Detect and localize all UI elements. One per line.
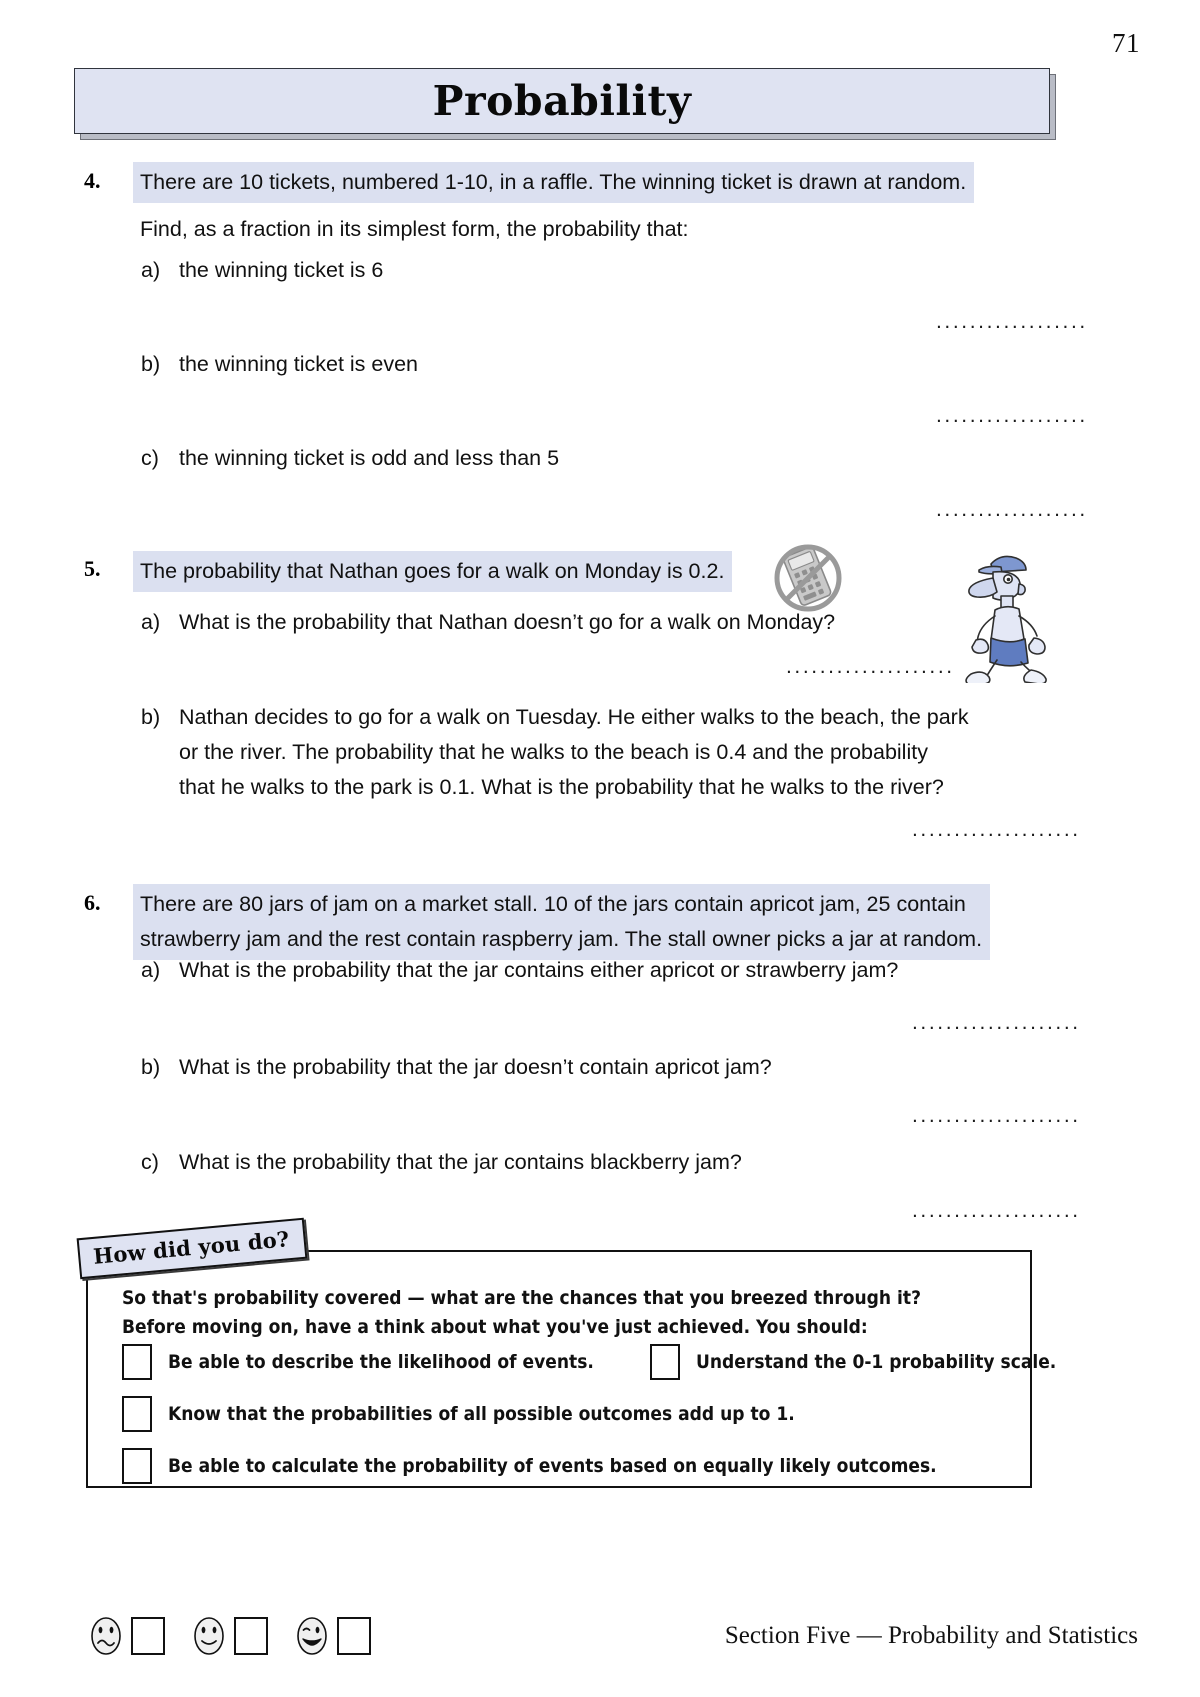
part-letter: b)	[141, 352, 161, 376]
checklist-row-3	[122, 1396, 795, 1432]
part-letter: c)	[141, 1150, 159, 1174]
rating-option-neutral	[191, 1616, 268, 1656]
part-letter: b)	[141, 1055, 161, 1079]
how-did-you-do-intro	[122, 1284, 921, 1341]
question-number-4: 4.	[84, 168, 101, 193]
part-text: What is the probability that the jar contains either apricot or strawberry jam?	[179, 958, 899, 982]
question-5-part-b	[141, 700, 969, 804]
answer-line-5b[interactable]: ....................	[912, 818, 1081, 841]
part-letter: a)	[141, 610, 161, 634]
part-text-line-2: or the river. The probability that he walks to the beach is 0.4 and the probability	[179, 739, 928, 764]
answer-line-4a[interactable]: ..................	[936, 310, 1088, 333]
answer-line-5a[interactable]: ....................	[786, 655, 955, 678]
answer-line-6a[interactable]: ....................	[912, 1011, 1081, 1034]
part-text-line-1: Nathan decides to go for a walk on Tuesday. He either walks to the beach, the park	[179, 705, 969, 729]
page-title: Probability	[432, 76, 692, 125]
question-6-intro-line-2: strawberry jam and the rest contain raspberry jam. The stall owner picks a jar at random.	[140, 926, 983, 951]
part-letter: c)	[141, 446, 159, 470]
question-number-6: 6.	[84, 890, 101, 915]
part-letter: b)	[141, 705, 161, 729]
how-did-you-do-intro-line-1: So that's probability covered — what are the chances that you breezed through it?	[122, 1287, 921, 1309]
how-did-you-do-intro-line-2: Before moving on, have a think about what you've just achieved. You should:	[122, 1315, 868, 1338]
rating-option-unsure	[88, 1616, 165, 1656]
question-4-intro: There are 10 tickets, numbered 1-10, in a raffle. The winning ticket is drawn at random.	[133, 162, 974, 203]
part-text-block	[179, 700, 969, 804]
answer-line-6c[interactable]: ....................	[912, 1199, 1081, 1222]
question-5-intro-wrap	[133, 551, 732, 592]
checklist-row-4	[122, 1448, 937, 1484]
how-did-you-do-tab: How did you do?	[77, 1218, 307, 1279]
question-6-part-b	[141, 1050, 772, 1085]
rating-checkbox-neutral[interactable]	[234, 1617, 268, 1655]
question-6-intro	[133, 884, 990, 960]
checkbox-item-1[interactable]	[122, 1344, 152, 1380]
checklist-row-2	[650, 1344, 1056, 1380]
part-letter: a)	[141, 958, 161, 982]
part-text-line-3: that he walks to the park is 0.1. What is the probability that he walks to the river?	[179, 774, 944, 799]
part-text: the winning ticket is odd and less than 5	[179, 446, 560, 470]
part-text: the winning ticket is 6	[179, 258, 384, 282]
part-letter: a)	[141, 258, 161, 282]
question-6-intro-wrap	[133, 884, 990, 960]
question-4-part-c	[141, 441, 559, 476]
part-text: What is the probability that Nathan doesn’t go for a walk on Monday?	[179, 610, 836, 634]
question-number-5: 5.	[84, 556, 101, 581]
question-4-part-b	[141, 347, 418, 382]
question-4-intro-wrap	[133, 162, 974, 203]
checklist-label-1: Be able to describe the likelihood of events.	[168, 1351, 594, 1373]
how-did-you-do-box	[86, 1250, 1057, 1488]
rating-checkbox-unsure[interactable]	[131, 1617, 165, 1655]
page-title-banner	[74, 68, 1050, 134]
checklist-row-1	[122, 1344, 594, 1380]
footer-section-text: Section Five — Probability and Statistics	[724, 1622, 1138, 1649]
question-4-part-a	[141, 253, 383, 288]
question-6-intro-line-1: There are 80 jars of jam on a market stall. 10 of the jars contain apricot jam, 25 contain	[140, 892, 966, 916]
page-number: 71	[1112, 28, 1140, 58]
question-4-instruction: Find, as a fraction in its simplest form, the probability that:	[140, 217, 689, 241]
checkbox-item-3[interactable]	[122, 1396, 152, 1432]
unsure-face-icon	[88, 1616, 124, 1656]
question-5-part-a	[141, 605, 835, 640]
checklist-label-2: Understand the 0-1 probability scale.	[696, 1351, 1057, 1373]
part-text: the winning ticket is even	[179, 352, 419, 376]
question-6-part-a	[141, 953, 898, 988]
checklist-label-3: Know that the probabilities of all possible outcomes add up to 1.	[168, 1403, 795, 1425]
happy-winking-face-icon	[294, 1616, 330, 1656]
answer-line-4c[interactable]: ..................	[936, 498, 1088, 521]
question-6-part-c	[141, 1145, 742, 1180]
checkbox-item-2[interactable]	[650, 1344, 680, 1380]
checklist-label-4: Be able to calculate the probability of events based on equally likely outcomes.	[168, 1455, 937, 1477]
footer-rating-faces	[88, 1616, 371, 1656]
rating-checkbox-happy[interactable]	[337, 1617, 371, 1655]
answer-line-6b[interactable]: ....................	[912, 1104, 1081, 1127]
checkbox-item-4[interactable]	[122, 1448, 152, 1484]
rating-option-happy	[294, 1616, 371, 1656]
neutral-face-icon	[191, 1616, 227, 1656]
part-text: What is the probability that the jar doesn’t contain apricot jam?	[179, 1055, 772, 1079]
part-text: What is the probability that the jar contains blackberry jam?	[179, 1150, 742, 1174]
question-5-intro: The probability that Nathan goes for a walk on Monday is 0.2.	[133, 551, 732, 592]
answer-line-4b[interactable]: ..................	[936, 404, 1088, 427]
